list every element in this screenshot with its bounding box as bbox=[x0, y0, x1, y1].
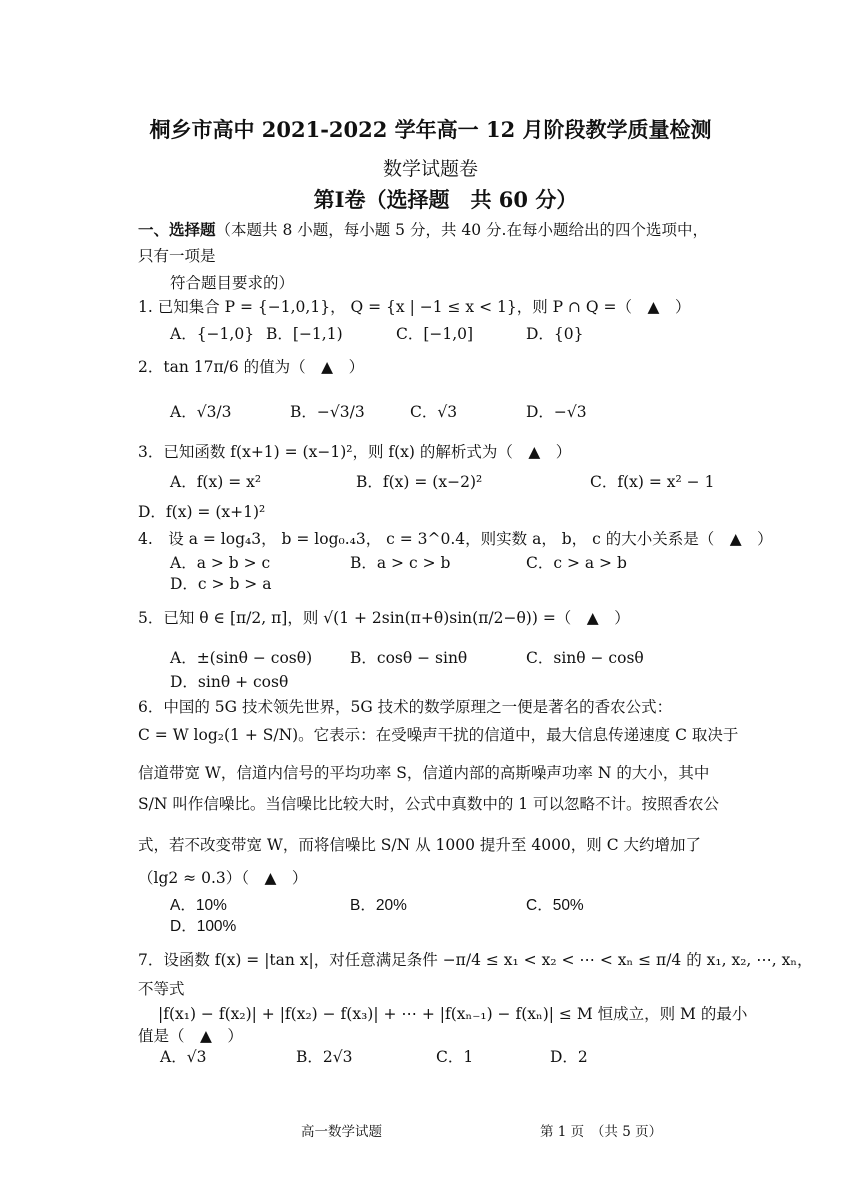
question-6-line6: （lg2 ≈ 0.3）（ ▲ ） bbox=[138, 869, 308, 887]
question-4-option-a: A．a > b > c bbox=[170, 554, 271, 572]
question-6-option-d: D．100% bbox=[170, 918, 237, 935]
question-7-option-b: B．2√3 bbox=[296, 1048, 353, 1066]
question-5-option-c: C．sinθ − cosθ bbox=[526, 649, 644, 667]
question-6-option-c: C．50% bbox=[526, 897, 584, 914]
question-7-line1: 7．设函数 f(x) = |tan x|，对任意满足条件 −π/4 ≤ x₁ < x₂ < ⋯ < xₙ ≤ π/4 的 x₁, x₂, ⋯, xₙ， bbox=[138, 951, 813, 969]
footer-page-number: 第 1 页 （共 5 页） bbox=[540, 1124, 663, 1140]
question-3-option-c: C．f(x) = x² − 1 bbox=[590, 473, 715, 491]
page-title: 桐乡市高中 2021-2022 学年高一 12 月阶段教学质量检测 bbox=[149, 117, 712, 142]
question-1-option-c: C．[−1,0] bbox=[396, 325, 474, 343]
question-2-option-c: C．√3 bbox=[410, 403, 458, 421]
part-heading: 第Ⅰ卷（选择题 共 60 分） bbox=[313, 187, 578, 212]
question-7-line2: 不等式 bbox=[138, 980, 185, 998]
question-6-line5: 式，若不改变带宽 W，而将信噪比 S/N 从 1000 提升至 4000，则 C 大约增加了 bbox=[138, 836, 702, 854]
section-heading: 一、选择题 bbox=[138, 220, 216, 239]
section-intro-line3: 符合题目要求的） bbox=[170, 274, 295, 292]
question-2-stem: 2．tan 17π/6 的值为（ ▲ ） bbox=[138, 358, 365, 376]
question-7-option-d: D．2 bbox=[550, 1048, 588, 1066]
question-5-stem: 5．已知 θ ∈ [π/2, π]，则 √(1 + 2sin(π+θ)sin(π/2−θ)) =（ ▲ ） bbox=[138, 609, 630, 627]
question-2-option-d: D．−√3 bbox=[526, 403, 587, 421]
section-intro-text: （本题共 8 小题，每小题 5 分，共 40 分.在每小题给出的四个选项中， bbox=[215, 221, 708, 239]
question-4-option-d: D．c > b > a bbox=[170, 575, 272, 593]
question-6-line1: 6．中国的 5G 技术领先世界，5G 技术的数学原理之一便是著名的香农公式： bbox=[138, 698, 673, 716]
question-2-option-a: A．√3/3 bbox=[170, 403, 232, 421]
question-5-option-a: A．±(sinθ − cosθ) bbox=[170, 649, 313, 667]
footer-subject: 高一数学试题 bbox=[301, 1124, 382, 1140]
question-7-line3: |f(x₁) − f(x₂)| + |f(x₂) − f(x₃)| + ⋯ + |f(xₙ₋₁) − f(xₙ)| ≤ M 恒成立，则 M 的最小 bbox=[158, 1005, 748, 1023]
question-7-option-c: C．1 bbox=[436, 1048, 474, 1066]
question-6-line4: S/N 叫作信噪比。当信噪比比较大时，公式中真数中的 1 可以忽略不计。按照香农公 bbox=[138, 795, 720, 813]
question-6-line3: 信道带宽 W，信道内信号的平均功率 S，信道内部的高斯噪声功率 N 的大小，其中 bbox=[138, 764, 710, 782]
question-6-line2: C = W log₂(1 + S/N)。它表示：在受噪声干扰的信道中，最大信息传递速度 C 取决于 bbox=[138, 726, 739, 744]
page-subtitle: 数学试题卷 bbox=[382, 158, 478, 180]
question-1-stem: 1. 已知集合 P = {−1,0,1}， Q = {x | −1 ≤ x < 1}，则 P ∩ Q =（ ▲ ） bbox=[138, 298, 691, 316]
question-7-option-a: A．√3 bbox=[160, 1048, 207, 1066]
question-3-option-b: B．f(x) = (x−2)² bbox=[356, 473, 483, 491]
question-1-option-d: D．{0} bbox=[526, 325, 584, 343]
question-4-option-b: B．a > c > b bbox=[350, 554, 451, 572]
question-3-option-d: D．f(x) = (x+1)² bbox=[138, 503, 266, 521]
question-4-option-c: C．c > a > b bbox=[526, 554, 627, 572]
section-intro-line2: 只有一项是 bbox=[138, 247, 216, 265]
question-4-stem: 4. 设 a = log₄3， b = log₀.₄3， c = 3^0.4，则实数 a， b， c 的大小关系是（ ▲ ） bbox=[138, 530, 773, 548]
question-6-option-a: A．10% bbox=[170, 897, 227, 914]
question-5-option-d: D．sinθ + cosθ bbox=[170, 673, 289, 691]
question-3-option-a: A．f(x) = x² bbox=[170, 473, 262, 491]
question-3-stem: 3．已知函数 f(x+1) = (x−1)²，则 f(x) 的解析式为（ ▲ ） bbox=[138, 443, 572, 461]
section-intro bbox=[138, 218, 708, 240]
question-6-option-b: B．20% bbox=[350, 897, 407, 914]
question-5-option-b: B．cosθ − sinθ bbox=[350, 649, 468, 667]
question-1-option-b: B．[−1,1) bbox=[266, 325, 343, 343]
question-2-option-b: B．−√3/3 bbox=[290, 403, 365, 421]
question-1-option-a: A．{−1,0} bbox=[170, 325, 255, 343]
question-7-line4: 值是（ ▲ ） bbox=[138, 1027, 243, 1045]
